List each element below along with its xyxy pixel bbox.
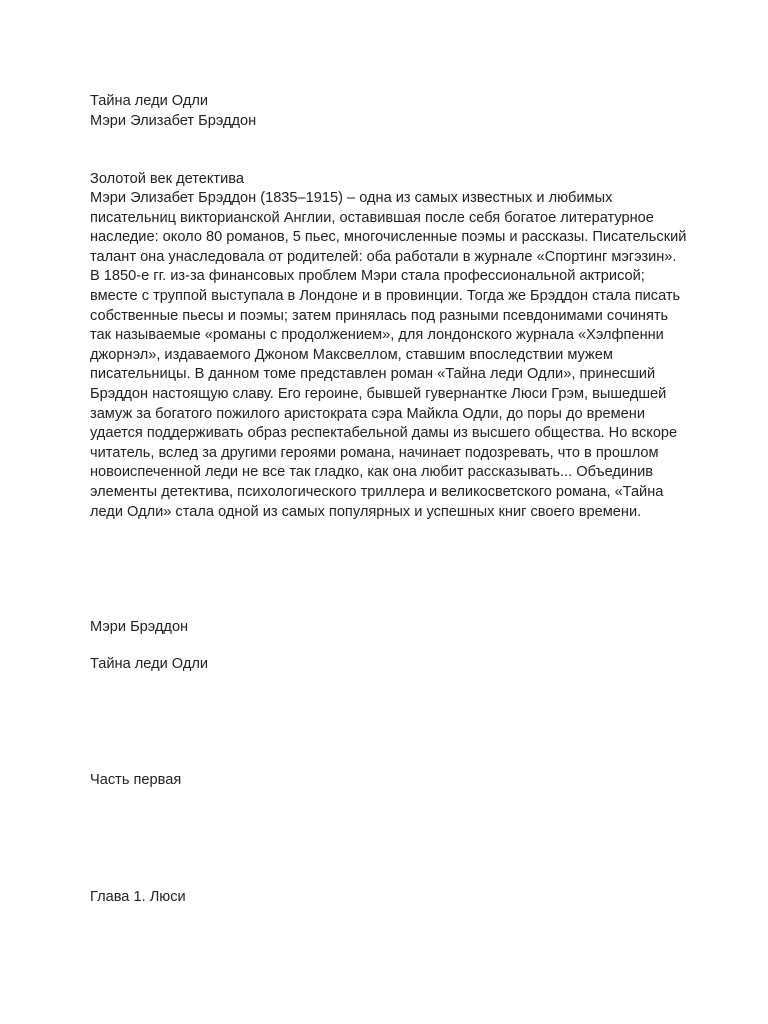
- part-heading: Часть первая: [90, 772, 182, 788]
- annotation-paragraph: Мэри Элизабет Брэддон (1835–1915) – одна из самых известных и любимых писательниц викторианской Англии, оставившая после себя богатое литературное наследие: около 80 романов, 5 пьес, многочисленные поэмы и рассказы. Писательский талант она унаследовала от родителей: оба работали в журнале «Спортинг мэгэзин». В 1850-е гг. из-за финансовых проблем Мэри стала профессиональной актрисой; вместе с труппой выступала в Лондоне и в провинции. Тогда же Брэддон стала писать собственные пьесы и поэмы; затем принялась под разными псевдонимами сочинять так называемые «романы с продолжением», для лондонского журнала «Хэлфпенни джорнэл», издаваемого Джоном Максвеллом, ставшим впоследствии мужем писательницы. В данном томе представлен роман «Тайна леди Одли», принесший Брэддон настоящую славу. Его героине, бывшей гувернантке Люси Грэм, вышедшей замуж за богатого пожилого аристократа сэра Майкла Одли, до поры до времени удается поддерживать образ респектабельной дамы из высшего общества. Но вскоре читатель, вслед за другими героями романа, начинает подозревать, что в прошлом новоиспеченной леди не все так гладко, как она любит рассказывать... Объединив элементы детектива, психологического триллера и великосветского романа, «Тайна леди Одли» стала одной из самых популярных и успешных книг своего времени.: [90, 190, 687, 520]
- book-title: Тайна леди Одли: [90, 93, 209, 109]
- title-heading: Тайна леди Одли: [90, 656, 209, 672]
- author-heading: Мэри Брэддон: [90, 619, 189, 635]
- book-author: Мэри Элизабет Брэддон: [90, 113, 257, 129]
- series-name: Золотой век детектива: [90, 171, 244, 187]
- chapter-heading: Глава 1. Люси: [90, 889, 186, 905]
